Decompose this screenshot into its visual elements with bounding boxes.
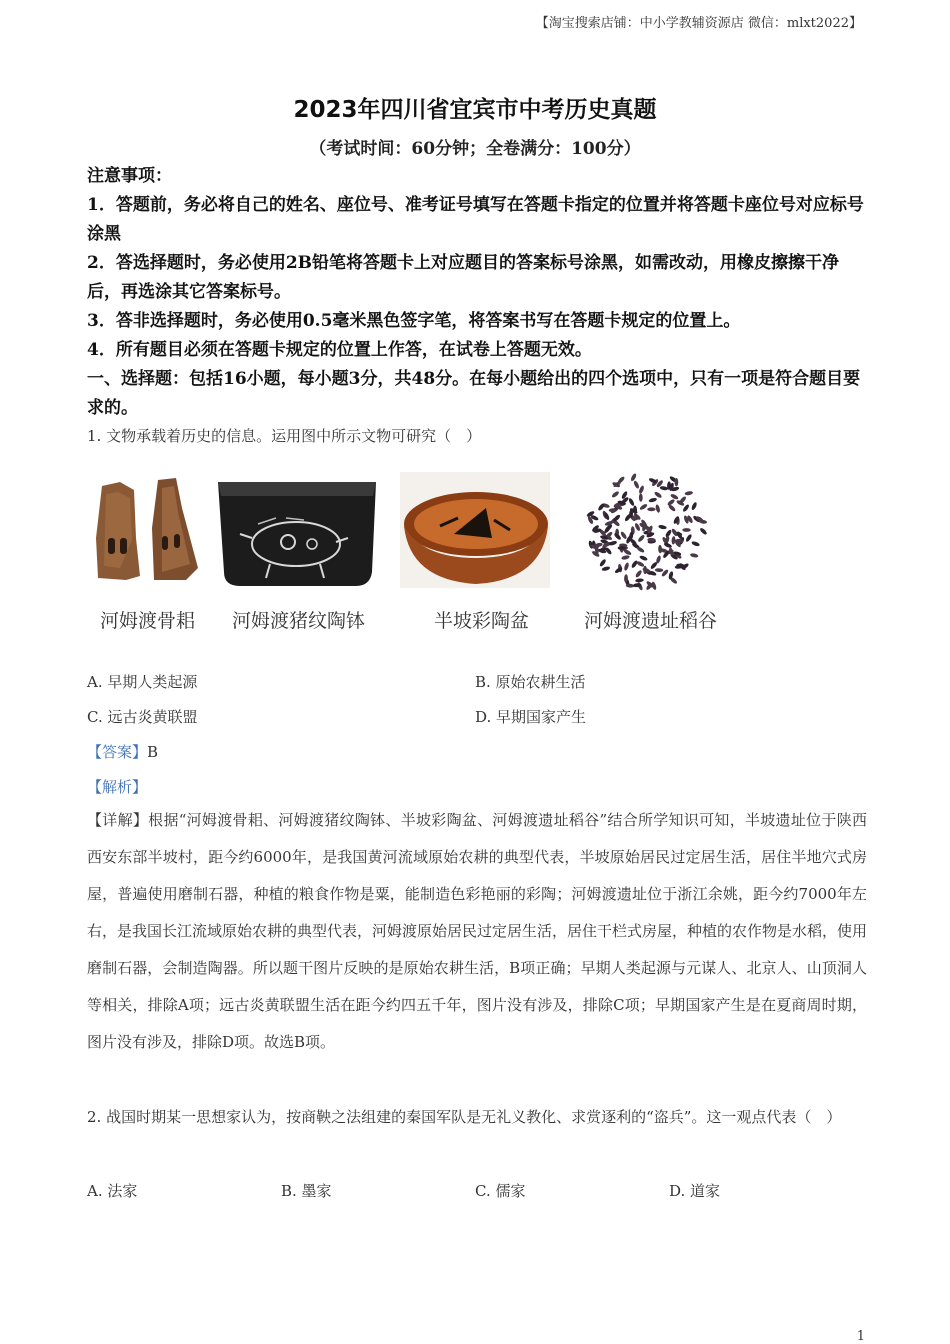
rice-grains-image[interactable] — [586, 473, 708, 591]
rice-grain — [655, 504, 661, 513]
exam-subtitle: （考试时间：60分钟；全卷满分：100分） — [309, 139, 641, 159]
q1-option-a[interactable]: A. 早期人类起源 — [87, 673, 198, 691]
detail-tag: 【详解】 — [87, 811, 149, 829]
section-heading: 一、选择题：包括16小题，每小题3分，共48分。在每小题给出的四个选项中，只有一项是符合题目要求的。 — [87, 369, 861, 418]
rice-grain — [639, 555, 648, 562]
rice-grain — [654, 491, 663, 499]
rice-grain — [637, 534, 646, 543]
caption-rice-grains: 河姆渡遗址稻谷 — [584, 610, 718, 632]
question-1-figure — [90, 468, 750, 643]
rice-grain — [691, 541, 700, 547]
rice-grain — [685, 533, 693, 542]
rice-grain — [635, 569, 643, 578]
q1-option-d[interactable]: D. 早期国家产生 — [475, 708, 587, 726]
rice-grain — [623, 562, 629, 571]
rice-grain — [601, 566, 610, 572]
rice-grain — [621, 555, 630, 561]
painted-basin-image — [400, 472, 550, 588]
q2-option-b[interactable]: B. 墨家 — [281, 1182, 332, 1200]
rice-grain — [618, 546, 626, 550]
notice-item-4: 4．所有题目必须在答题卡规定的位置上作答，在试卷上答题无效。 — [87, 340, 592, 360]
rice-grain — [648, 497, 657, 503]
rice-grain — [655, 568, 664, 572]
rice-grain — [659, 486, 668, 491]
rice-grain — [647, 507, 655, 511]
notice-item-2: 2．答选择题时，务必使用2B铅笔将答题卡上对应题目的答案标号涂黑，如需改动，用橡皮擦擦干净后，再选涂其它答案标号。 — [87, 253, 840, 302]
q2-option-c[interactable]: C. 儒家 — [475, 1182, 526, 1200]
notice-item-1: 1．答题前，务必将自己的姓名、座位号、准考证号填写在答题卡指定的位置并将答题卡座位号对应标号涂黑 — [87, 195, 864, 244]
notice-heading: 注意事项： — [87, 166, 172, 186]
rice-grain — [671, 536, 676, 545]
rice-grain — [635, 578, 644, 583]
analysis-tag: 【解析】 — [87, 778, 148, 796]
page-title: 2023年四川省宜宾市中考历史真题 — [293, 97, 657, 123]
question-2-stem: 2. 战国时期某一思想家认为，按商鞅之法组建的秦国军队是无礼义教化、求赏逐利的“盗兵”。这一观点代表（ ） — [87, 1108, 842, 1126]
rice-grain — [670, 493, 679, 500]
bone-spade-image — [96, 478, 198, 580]
rice-grain — [633, 480, 640, 489]
caption-bone-spade: 河姆渡骨耜 — [100, 610, 196, 632]
rice-grain — [638, 485, 645, 494]
q1-detail — [87, 802, 867, 1061]
q1-option-b[interactable]: B. 原始农耕生活 — [475, 673, 586, 691]
rice-grain — [608, 540, 617, 546]
rice-grain — [682, 528, 690, 532]
rice-grain — [620, 531, 628, 540]
rice-grain — [611, 490, 620, 498]
artifact-images — [90, 468, 750, 608]
q2-option-a[interactable]: A. 法家 — [87, 1182, 138, 1200]
caption-pig-bowl: 河姆渡猪纹陶钵 — [232, 610, 366, 632]
rice-grain — [691, 501, 698, 510]
rice-grain — [599, 558, 607, 567]
rice-grain — [631, 560, 639, 569]
rice-grain — [639, 503, 648, 511]
q1-option-c[interactable]: C. 远古炎黄联盟 — [87, 708, 198, 726]
detail-text: 根据“河姆渡骨耜、河姆渡猪纹陶钵、半坡彩陶盆、河姆渡遗址稻谷”结合所学知识可知，半坡遗址位于陕西西安东部半坡村，距今约6000年，是我国黄河流域原始农耕的典型代表，半坡原始居民过定居生活，居住半地穴式房屋，普遍使用磨制石器，种植的粮食作物是粟，能制造色彩艳丽的彩陶；河姆渡遗址位于浙江余姚，距今约7000年左右，是我国长江流域原始农耕的典型代表，河姆渡原始居民过定居生活，居住干栏式房屋，种植的农作物是水稻，使用磨制石器，会制造陶器。所以题干图片反映的是原始农耕生活，B项正确；早期人类起源与元谋人、北京人、山顶洞人等相关，排除A项；远古炎黄联盟生活在距今约四五千年，图片没有涉及，排除C项；早期国家产生是在夏商周时期，图片没有涉及，排除D项。故选B项。 — [87, 811, 868, 1051]
pig-bowl-image — [218, 482, 376, 586]
rice-grain — [628, 497, 635, 506]
q2-option-d[interactable]: D. 道家 — [669, 1182, 721, 1200]
q1-answer — [87, 741, 158, 762]
rice-grain — [658, 524, 667, 529]
rice-grain — [675, 478, 679, 486]
rice-grain — [684, 491, 693, 496]
rice-grain — [658, 545, 662, 554]
rice-grain — [630, 473, 637, 482]
rice-grain — [699, 527, 708, 536]
answer-value: B — [147, 743, 159, 761]
answer-tag: 【答案】 — [87, 743, 148, 761]
rice-grain — [690, 553, 699, 558]
rice-grain — [639, 493, 643, 501]
caption-painted-basin: 半坡彩陶盆 — [434, 610, 530, 632]
question-1-stem: 1. 文物承载着历史的信息。运用图中所示文物可研究（ ） — [87, 427, 482, 445]
shop-note: 【淘宝搜索店铺：中小学教辅资源店 微信：mlxt2022】 — [535, 16, 862, 31]
page-number: 1 — [856, 1329, 865, 1344]
notice-item-3: 3．答非选择题时，务必使用0.5毫米黑色签字笔，将答案书写在答题卡规定的位置上。 — [87, 311, 741, 331]
